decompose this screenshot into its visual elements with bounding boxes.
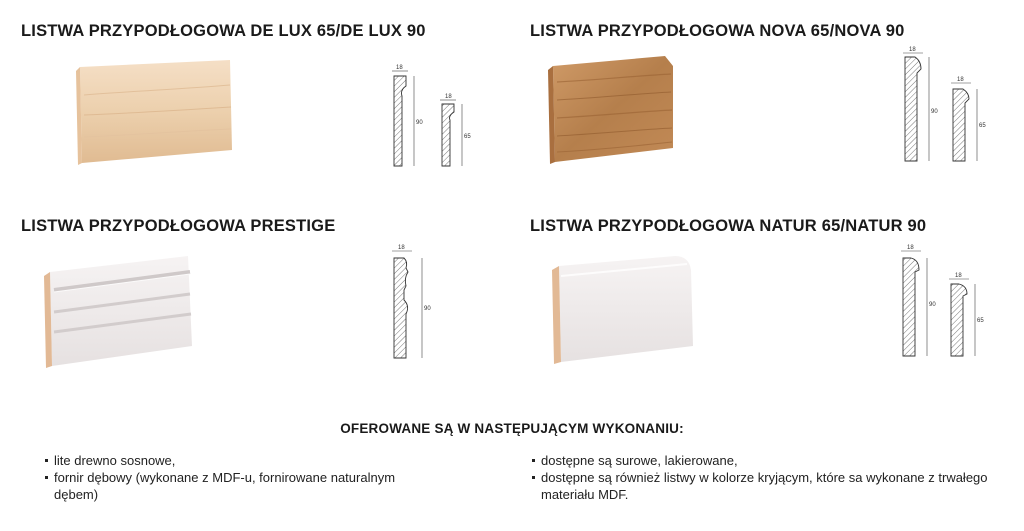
product-title-natur: LISTWA PRZYPODŁOGOWA NATUR 65/NATUR 90 bbox=[530, 217, 927, 235]
nova-height-b: 65 bbox=[979, 123, 986, 129]
list-item: fornir dębowy (wykonane z MDF-u, fornirowane naturalnym dębem) bbox=[45, 469, 405, 503]
offer-list-left bbox=[45, 452, 405, 503]
list-item: dostępne są surowe, lakierowane, bbox=[532, 452, 1002, 469]
prestige-height-a: 90 bbox=[424, 306, 431, 312]
list-item: dostępne są również listwy w kolorze kryjącym, które sa wykonane z trwałego materiału MDF. bbox=[532, 469, 1002, 503]
de-lux-height-a: 90 bbox=[416, 120, 423, 126]
de-lux-thickness-b: 18 bbox=[445, 94, 452, 100]
prestige-product-photo bbox=[40, 250, 200, 368]
natur-profile-drawing bbox=[895, 240, 995, 365]
nova-thickness-b: 18 bbox=[957, 77, 964, 83]
natur-thickness-a: 18 bbox=[907, 245, 914, 251]
product-title-prestige: LISTWA PRZYPODŁOGOWA PRESTIGE bbox=[21, 217, 336, 235]
natur-height-a: 90 bbox=[929, 302, 936, 308]
nova-height-a: 90 bbox=[931, 109, 938, 115]
product-title-nova: LISTWA PRZYPODŁOGOWA NOVA 65/NOVA 90 bbox=[530, 22, 905, 40]
offer-heading: OFEROWANE SĄ W NASTĘPUJĄCYM WYKONANIU: bbox=[340, 421, 684, 436]
list-item: lite drewno sosnowe, bbox=[45, 452, 405, 469]
nova-product-photo bbox=[545, 52, 685, 168]
product-title-de-lux: LISTWA PRZYPODŁOGOWA DE LUX 65/DE LUX 90 bbox=[21, 22, 426, 40]
de-lux-product-photo bbox=[74, 55, 239, 170]
nova-thickness-a: 18 bbox=[909, 47, 916, 53]
offer-list-right bbox=[532, 452, 1002, 503]
de-lux-thickness-a: 18 bbox=[396, 65, 403, 71]
natur-thickness-b: 18 bbox=[955, 273, 962, 279]
natur-height-b: 65 bbox=[977, 318, 984, 324]
nova-profile-drawing bbox=[897, 43, 997, 168]
prestige-profile-drawing bbox=[388, 240, 448, 365]
de-lux-profile-drawing bbox=[384, 62, 484, 177]
de-lux-height-b: 65 bbox=[464, 134, 471, 140]
natur-product-photo bbox=[547, 250, 697, 368]
prestige-thickness-a: 18 bbox=[398, 245, 405, 251]
